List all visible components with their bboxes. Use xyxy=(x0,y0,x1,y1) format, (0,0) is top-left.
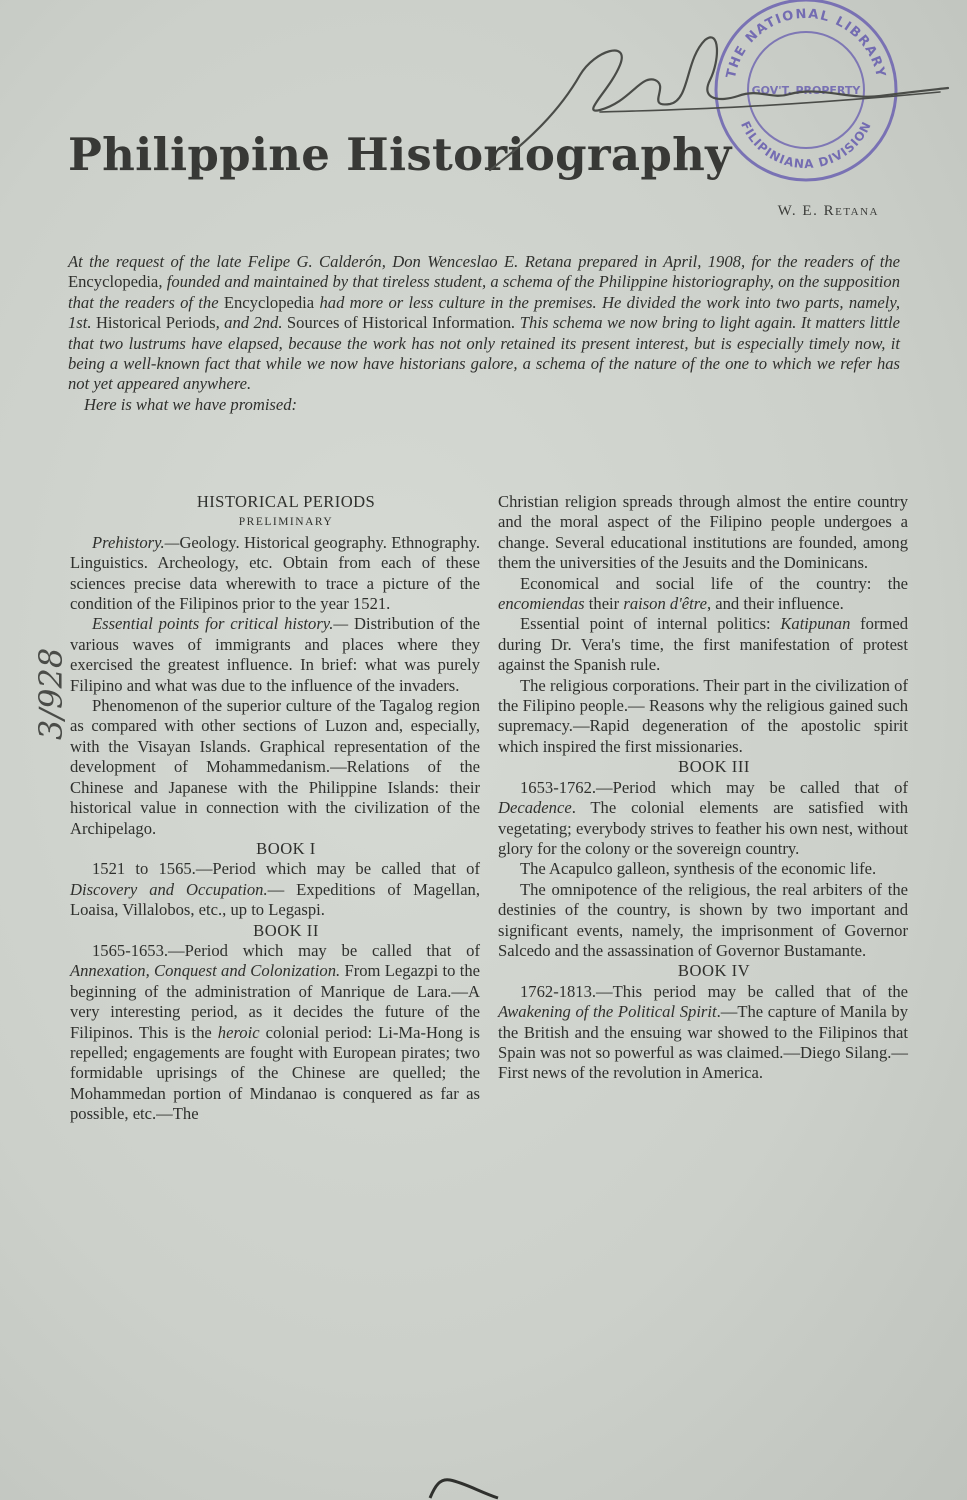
economical-paragraph: Economical and social life of the country: the encomiendas their raison d'être, and their influence. xyxy=(498,573,908,614)
page-mark xyxy=(420,1468,500,1500)
stamp-middle-text: GOV'T. PROPERTY xyxy=(751,84,861,97)
continued-paragraph: Christian religion spreads through almost the entire country and the moral aspect of the Filipino people undergoes a change. Several educational institutions are founded, among them the universities of the Jesuits and the Dominicans. xyxy=(498,492,908,573)
author-byline xyxy=(778,203,879,220)
acapulco-paragraph: The Acapulco galleon, synthesis of the economic life. xyxy=(520,859,877,879)
author-surname: Retana xyxy=(823,203,879,219)
phenomenon-paragraph: Phenomenon of the superior culture of the Tagalog region as compared with other sections of Luzon and, especially, with the Visayan Islands. Graphical representation of the development of Mohammedanism.—Relations of the Chinese and Japanese with the Philippine Islands: their historical value in connection with the civilization of the Archipelago. xyxy=(70,696,480,838)
svg-text:3/928: 3/928 xyxy=(32,647,70,740)
intro-run: Encyclopedia xyxy=(68,272,159,292)
book-1-paragraph: 1521 to 1565.—Period which may be called that of Discovery and Occupation.— Expeditions of Magellan, Loaisa, Villalobos, etc., up to Legaspi. xyxy=(70,859,480,920)
book-1-heading: BOOK I xyxy=(256,838,316,858)
handwritten-signature xyxy=(470,20,950,180)
prehistory-paragraph: Prehistory.—Geology. Historical geography. Ethnography. Linguistics. Archeology, etc. Obtain from each of these sciences precise data wherewith to trace a picture of the condition of the Filipinos prior to the year 1521. xyxy=(70,532,480,614)
stamp-bottom-text: FILIPINIANA DIVISION xyxy=(738,118,875,172)
right-column xyxy=(498,492,908,1084)
religious-corporations-paragraph: The religious corporations. Their part in the civilization of the Filipino people.— Reasons why the religious gained such supremacy.—Rapid degeneration of the apostolic spirit which inspired the first missionaries. xyxy=(498,675,908,756)
intro-paragraph xyxy=(68,252,900,395)
intro-section xyxy=(68,252,900,415)
intro-run: Sources of Historical Information xyxy=(286,313,512,333)
intro-run: Historical Periods xyxy=(95,313,216,333)
intro-run: . This schema we now bring to light again. It matters little that two lustrums have elapsed, because the work has not only retained its present interest, but is especially timely now, it being a well-known fact that while we now have historians galore, a schema of the nature of the one to which we refer has not yet appeared anywhere. xyxy=(68,313,900,394)
intro-run: At the request of the late Felipe G. Calderón, Don Wenceslao E. Retana prepared in April, 1908, for the readers of the xyxy=(68,252,900,271)
book-3-paragraph: 1653-1762.—Period which may be called that of Decadence. The colonial elements are satisfied with vegetating; everybody strives to feather his own nest, without glory for the colony or the sovereign country. xyxy=(498,777,908,858)
book-4-heading: BOOK IV xyxy=(677,961,751,981)
section-heading: HISTORICAL PERIODS xyxy=(196,492,376,511)
article-title: Philippine Historiography xyxy=(68,128,732,181)
intro-closing: Here is what we have promised: xyxy=(84,394,298,414)
intro-run: Encyclopedia xyxy=(223,292,315,312)
essential-points-paragraph: Essential points for critical history.— Distribution of the various waves of immigrants and places where they exercised the greatest influence. In brief: what was purely Filipino and what was due to the influence of the invaders. xyxy=(70,614,480,695)
left-column xyxy=(70,492,480,1125)
author-initials: W. E. xyxy=(777,203,819,219)
intro-run: , founded and maintained by that tireless student, a schema of the Philippine historiography, on the supposition that the readers of the xyxy=(68,272,900,312)
intro-run: , and 2nd. xyxy=(215,313,287,333)
book-2-heading: BOOK II xyxy=(253,920,319,940)
stamp-top-text: THE NATIONAL LIBRARY xyxy=(723,6,889,80)
internal-politics-paragraph: Essential point of internal politics: Katipunan formed during Dr. Vera's time, the first manifestation of protest against the Spanish rule. xyxy=(498,614,908,675)
book-3-heading: BOOK III xyxy=(678,757,750,777)
omnipotence-paragraph: The omnipotence of the religious, the real arbiters of the destinies of the country, is shown by two important and significant events, namely, the imprisonment of Governor Salcedo and the assassination of Governor Bustamante. xyxy=(498,879,908,960)
book-4-paragraph: 1762-1813.—This period may be called that of the Awakening of the Political Spirit.—The capture of Manila by the British and the ensuing war showed to the Filipinos that Spain was not so powerful as was claimed.—Diego Silang.—First news of the revolution in America. xyxy=(498,981,908,1083)
section-subheading: PRELIMINARY xyxy=(238,516,334,529)
book-2-paragraph: 1565-1653.—Period which may be called that of Annexation, Conquest and Colonization. From Legazpi to the beginning of the administration of Manrique de Lara.—A very interesting period, as it decides the future of the Filipinos. This is the heroic colonial period: Li-Ma-Hong is repelled; engagements are fought with European pirates; two formidable uprisings of the Chinese are quelled; the Mohammedan portion of Mindanao is conquered as far as possible, etc.—The xyxy=(70,940,481,1124)
intro-run: had more or less culture in the premises. He divided the work into two parts, namely, 1st. xyxy=(68,292,900,333)
